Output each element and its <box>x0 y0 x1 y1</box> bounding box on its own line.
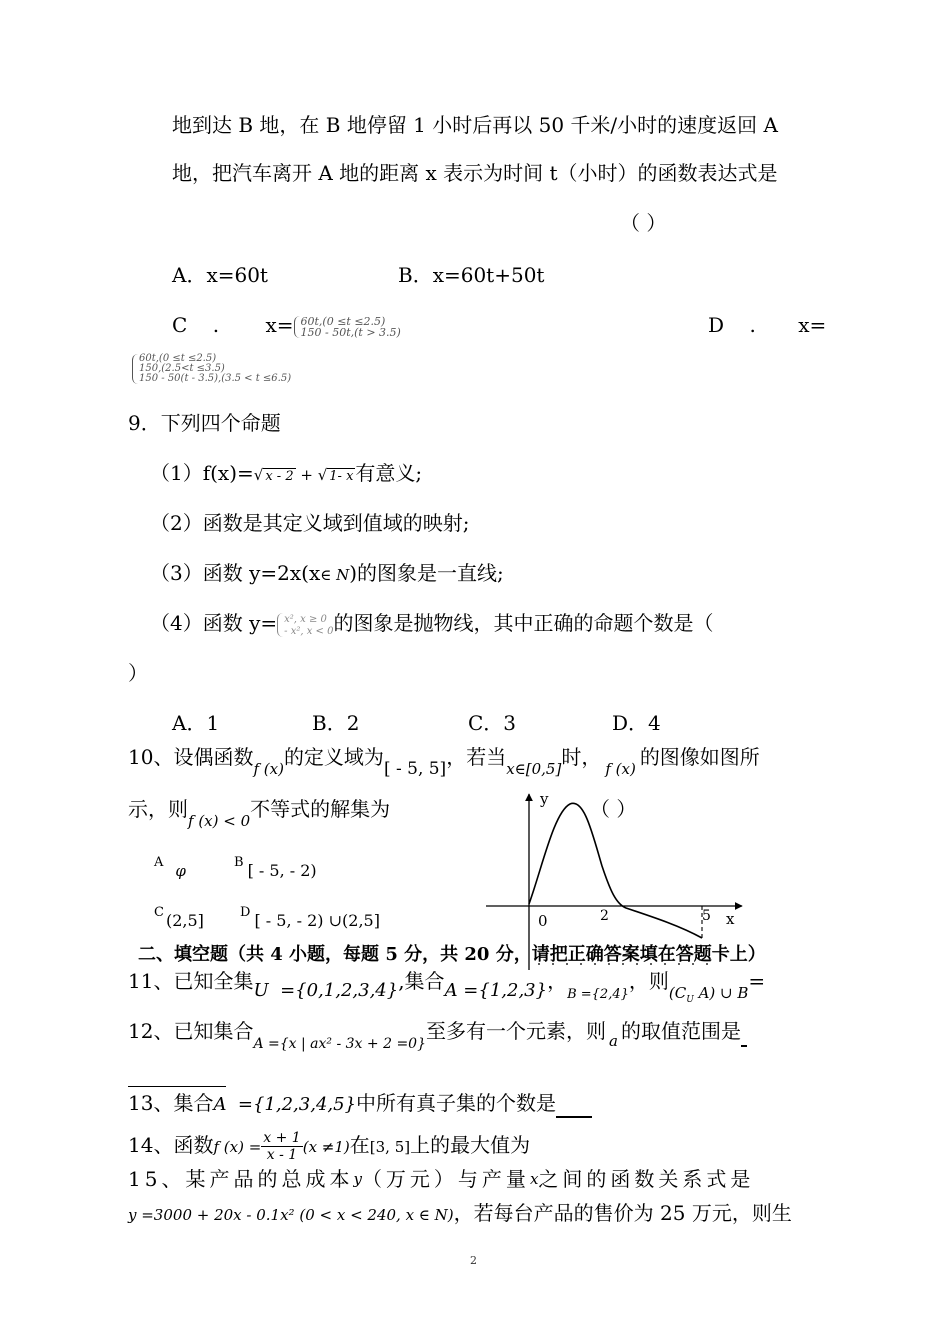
q10-text1: 10、设偶函数 <box>128 745 254 769</box>
q14-numerator: x + 1 <box>263 1130 301 1146</box>
graph-tick-5: 5 <box>702 908 711 924</box>
q10-line2 <box>128 796 391 830</box>
q9-p4-suffix: 的图象是抛物线，其中正确的命题个数是（ <box>333 611 714 635</box>
q10-domain: [ - 5, 5] <box>383 759 447 779</box>
q11-line <box>128 968 765 1003</box>
q11-set-b: B ={2,4} <box>567 987 629 1002</box>
q10-option-b-value: [ - 5, - 2) <box>247 861 317 880</box>
q10-fx: f (x) <box>253 760 284 778</box>
q11-set-a: A ={1,2,3} <box>444 980 548 1001</box>
q9-option-b: B．2 <box>312 711 360 735</box>
q12-line <box>128 1018 747 1052</box>
graph-origin-label: 0 <box>538 912 548 930</box>
q10-text5: 的图像如图所 <box>639 745 760 769</box>
q8-option-c-x: x= <box>265 313 294 337</box>
q11-expression <box>668 984 749 1005</box>
q8-option-c-case1: 60t,(0 ≤t ≤2.5) <box>300 314 386 328</box>
q8-option-d-case1: 60t,(0 ≤t ≤2.5) <box>139 353 217 364</box>
q8-option-d-label: D . <box>708 313 756 337</box>
q11-text1: 11、已知全集 <box>128 969 254 993</box>
q14-text2: 在 <box>349 1133 370 1157</box>
q8-option-a: A．x=60t <box>172 263 268 287</box>
q11-expr-sub: U <box>686 995 694 1005</box>
q11-expr-open: (C <box>668 984 687 1002</box>
q10-option-b <box>234 846 317 880</box>
q10-condition: x∈[0,5] <box>506 760 562 778</box>
q13-answer-blank[interactable] <box>556 1098 592 1118</box>
q9-p1-suffix: 有意义; <box>355 461 423 485</box>
q11-comma: ， <box>547 969 568 993</box>
q10-answer-paren: （ ） <box>590 797 637 821</box>
q9-proposition-3 <box>150 560 504 588</box>
q9-p1-radicand2: 1- x <box>329 469 354 484</box>
q9-option-a: A．1 <box>172 711 220 735</box>
q9-option-d: D．4 <box>612 711 661 735</box>
q12-text1: 12、已知集合 <box>128 1019 254 1043</box>
q8-option-c-label: C . <box>172 313 220 337</box>
graph-x-label: x <box>726 910 735 928</box>
q15-text2: （万元）与产量 <box>361 1167 530 1191</box>
q15-text3: 之间的函数关系式是 <box>538 1167 755 1191</box>
q15-variable-y: y <box>353 1170 362 1188</box>
q10-text4: 时， <box>561 745 602 769</box>
q9-p4-case2: - x², x < 0 <box>284 625 334 637</box>
q9-p3-suffix: )的图象是一直线; <box>349 561 504 585</box>
q8-option-d-case3: 150 - 50(t - 3.5),(3.5 < t ≤6.5) <box>139 373 292 384</box>
q11-expr-rest: A) ∪ B <box>693 984 749 1002</box>
q9-p4-case1: x², x ≥ 0 <box>284 613 327 625</box>
q8-option-d <box>708 312 826 338</box>
q10-option-a-value: φ <box>175 862 186 880</box>
q11-equals: = <box>748 969 766 993</box>
q8-option-b: B．x=60t+50t <box>398 263 545 287</box>
q10-option-b-label: B <box>234 855 244 870</box>
q8-answer-paren: （ ） <box>620 211 667 235</box>
q8-option-d-piecewise <box>132 354 291 384</box>
q9-p3-prefix: （3）函数 y=2x(x <box>150 561 321 585</box>
q13-text2: 中所有真子集的个数是 <box>356 1091 557 1115</box>
q10-text2: 的定义域为 <box>283 745 384 769</box>
q15-text1: 15、某产品的总成本 <box>128 1167 354 1191</box>
q15-text4: ，若每台产品的售价为 25 万元，则生 <box>453 1201 792 1225</box>
q14-text1: 14、函数 <box>128 1133 214 1157</box>
q9-proposition-2: （2）函数是其定义域到值域的映射; <box>150 511 470 535</box>
q12-text2: 至多有一个元素，则 <box>426 1019 606 1043</box>
q14-line <box>128 1130 530 1163</box>
q8-option-c <box>172 312 401 338</box>
q9-proposition-1: （1）f(x)=√ x - 2 + √ 1- x 有意义; <box>150 461 423 485</box>
q8-option-d-case2: 150,(2.5<t ≤3.5) <box>139 363 225 374</box>
q8-line2: 地，把汽车离开 A 地的距离 x 表示为时间 t（小时）的函数表达式是 <box>172 161 778 185</box>
q12-set: A ={x | ax² - 3x + 2 =0} <box>253 1036 426 1052</box>
q10-option-a <box>154 846 186 880</box>
q9-proposition-4 <box>150 610 713 637</box>
q12-answer-blank[interactable] <box>128 1086 226 1087</box>
q14-condition: (x ≠1) <box>302 1138 350 1156</box>
q12-variable-a: a <box>609 1032 618 1050</box>
graph-curve <box>529 803 702 938</box>
graph-y-label: y <box>540 790 549 808</box>
q10-option-d-value: [ - 5, - 2) ∪(2,5] <box>254 911 380 930</box>
q9-p1-plus: + <box>295 466 318 484</box>
q15-line2 <box>128 1200 792 1228</box>
q12-text3: 的取值范围是 <box>620 1019 741 1043</box>
q14-fraction <box>261 1130 302 1163</box>
q10-line1 <box>128 744 760 779</box>
q9-p3-set: ∈ N <box>320 566 350 584</box>
q8-option-d-x: x= <box>798 313 827 337</box>
q10-option-d-label: D <box>240 905 251 920</box>
q10-option-c-value: (2,5] <box>165 911 204 930</box>
q15-line1 <box>128 1166 754 1194</box>
q14-text3: 上的最大值为 <box>410 1133 531 1157</box>
q10-text7: 不等式的解集为 <box>250 797 391 821</box>
q15-formula: y =3000 + 20x - 0.1x² (0 < x < 240, x ∈ N) <box>128 1206 454 1224</box>
page-number: 2 <box>470 1254 477 1267</box>
q10-option-a-label: A <box>154 855 164 870</box>
q15-variable-x: x <box>529 1170 539 1188</box>
q10-option-c <box>154 896 204 930</box>
q13-text1: 13、集合 <box>128 1091 214 1115</box>
q13-line <box>128 1090 592 1118</box>
section-2-heading: 二、填空题（共 4 小题，每题 5 分，共 20 分，请把正确答案填在答题卡上） <box>138 944 766 965</box>
q14-interval: [3, 5] <box>369 1138 411 1156</box>
q11-universal-set: U ={0,1,2,3,4} <box>253 980 399 1001</box>
q9-p1-prefix: （1）f(x)= <box>150 461 254 485</box>
graph-tick-2: 2 <box>600 908 609 924</box>
q10-fx2: f (x) <box>605 760 636 778</box>
q8-option-c-piecewise <box>294 316 401 338</box>
q10-option-c-label: C <box>154 905 164 920</box>
q10-inequality: f (x) < 0 <box>188 812 251 830</box>
q9-option-c: C．3 <box>468 711 517 735</box>
q9-paren-close: ） <box>128 661 148 685</box>
q8-option-c-case2: 150 - 50t,(t > 3.5) <box>300 325 401 339</box>
q11-text3: ，则 <box>628 969 669 993</box>
q14-function: f (x) = <box>213 1138 262 1156</box>
q9-p4-prefix: （4）函数 y= <box>150 611 278 635</box>
q9-title: 9．下列四个命题 <box>128 411 281 435</box>
q10-text6: 示，则 <box>128 797 188 821</box>
q9-p1-radicand1: x - 2 <box>265 469 294 484</box>
q10-text3: ，若当 <box>446 745 507 769</box>
q10-option-d <box>240 896 380 930</box>
q14-denominator: x - 1 <box>266 1147 298 1163</box>
q8-line1: 地到达 B 地，在 B 地停留 1 小时后再以 50 千米/小时的速度返回 A <box>172 113 778 137</box>
q13-set: A ={1,2,3,4,5} <box>213 1094 357 1115</box>
q11-text2: ,集合 <box>398 969 445 993</box>
